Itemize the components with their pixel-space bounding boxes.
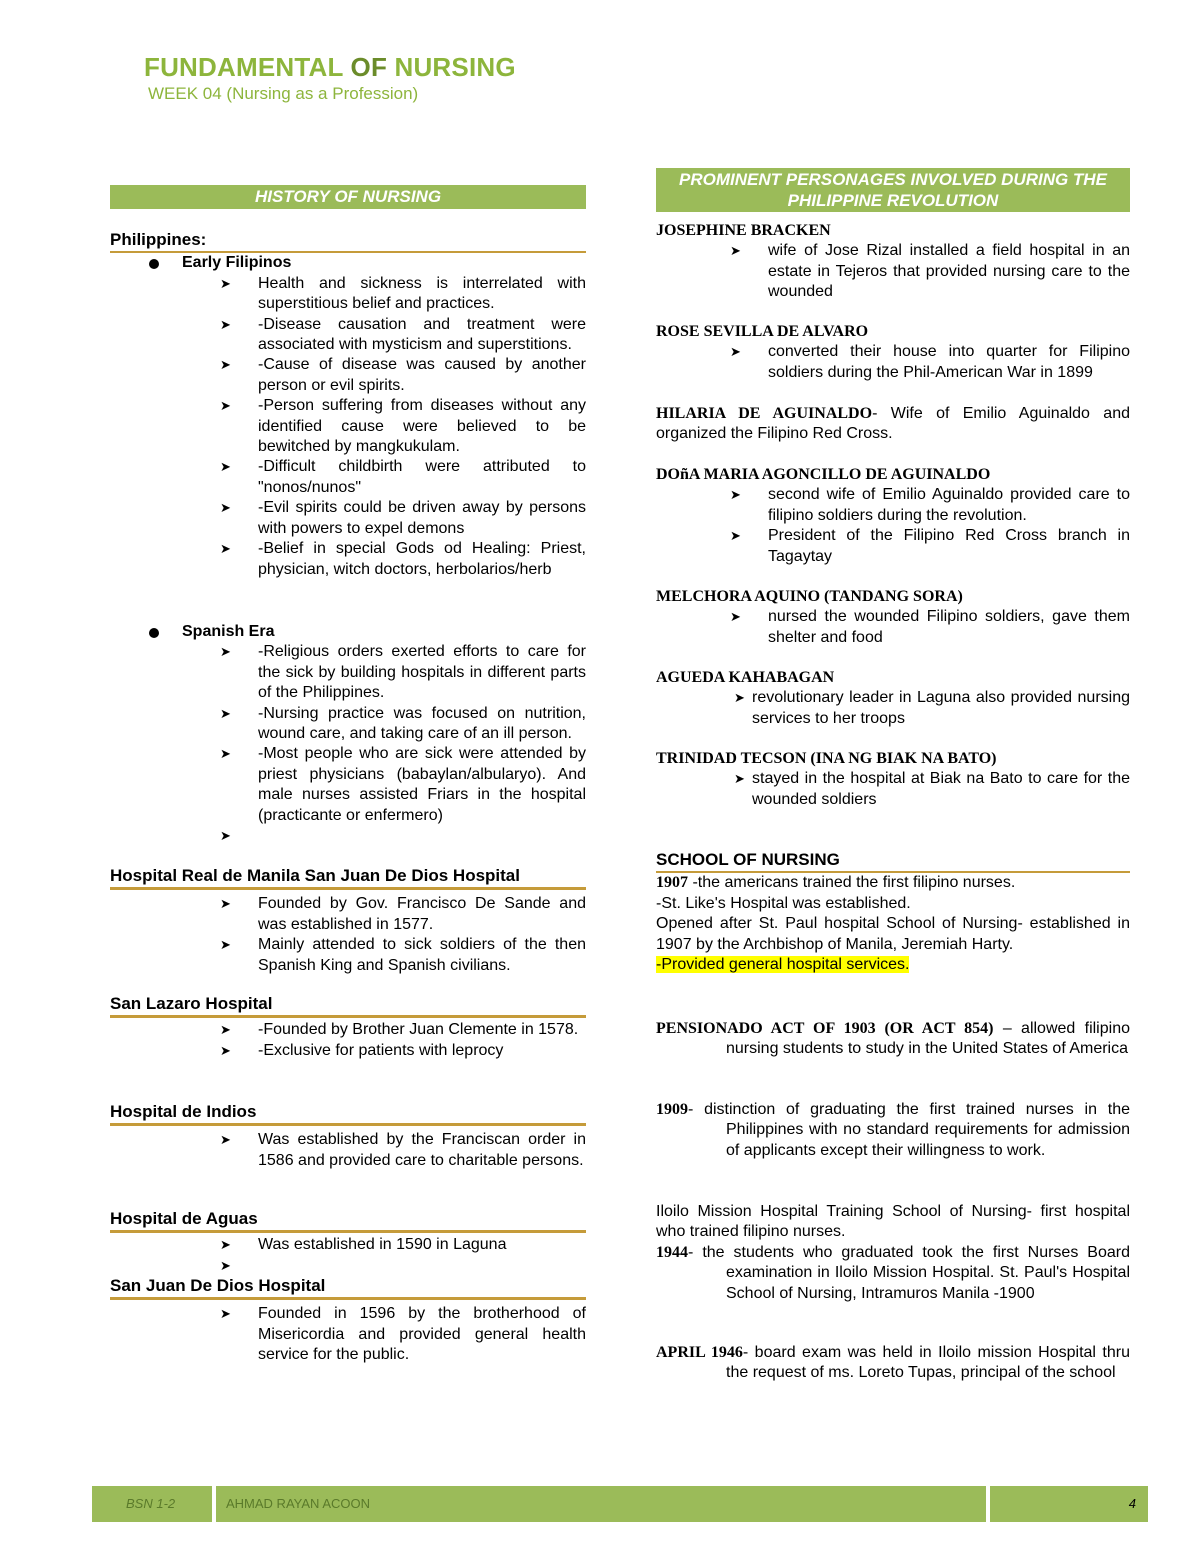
san-lazaro-heading: San Lazaro Hospital xyxy=(110,994,586,1018)
person-description: - Wife of Emilio Aguinaldo and organized the Filipino Red Cross. xyxy=(656,405,1130,443)
arrow-bullet-icon: ➤ xyxy=(220,398,231,414)
event-text: - distinction of graduating the first trained nurses in the Philippines with no standard requirements for admission of applicants except their willingness to work. xyxy=(688,1101,1130,1159)
footer-author-cell xyxy=(216,1486,986,1522)
event-text: -the americans trained the first filipino nurses. xyxy=(688,874,1016,892)
arrow-bullet-icon: ➤ xyxy=(220,357,231,373)
early-filipinos-list xyxy=(110,274,586,580)
pensionado-act xyxy=(656,1019,1130,1060)
list-item xyxy=(110,1130,586,1171)
personages-banner: PROMINENT PERSONAGES INVOLVED DURING THE PHILIPPINE REVOLUTION xyxy=(656,168,1130,212)
list-item xyxy=(110,274,586,315)
spanish-era-item: Spanish Era xyxy=(110,622,586,642)
list-item-text: -Nursing practice was focused on nutrition, wound care, and taking care of an ill person. xyxy=(258,704,586,743)
arrow-bullet-icon: ➤ xyxy=(220,644,231,660)
list-item xyxy=(656,342,1130,383)
list-item xyxy=(656,485,1130,526)
event-year: APRIL 1946 xyxy=(656,1344,743,1361)
event-year: 1909 xyxy=(656,1101,688,1118)
arrow-bullet-icon: ➤ xyxy=(730,609,741,625)
title-part: FUNDAMENTAL xyxy=(144,52,344,82)
person-name: AGUEDA KAHABAGAN xyxy=(656,669,835,686)
list-item xyxy=(110,1235,586,1255)
arrow-bullet-icon: ➤ xyxy=(220,746,231,762)
person-name: MELCHORA AQUINO (TANDANG SORA) xyxy=(656,588,963,605)
list-item xyxy=(110,396,586,457)
event-year: 1907 xyxy=(656,874,688,892)
list-item xyxy=(110,704,586,745)
person-name: ROSE SEVILLA DE ALVARO xyxy=(656,323,869,340)
person-hilaria-de-aguinaldo xyxy=(656,404,1130,445)
title-part: OF xyxy=(343,52,395,82)
philippines-section xyxy=(110,230,586,580)
hospital-real-heading: Hospital Real de Manila San Juan De Dios Hospital xyxy=(110,866,586,890)
san-juan-de-dios-section xyxy=(110,1276,586,1366)
spanish-era-section xyxy=(110,622,586,846)
list-item-text: -Person suffering from diseases without any identified cause were believed to be bewitched by mangkukulam. xyxy=(258,397,586,456)
list-item xyxy=(656,769,1130,810)
early-filipinos-item: Early Filipinos xyxy=(110,253,586,273)
list-item-text: President of the Filipino Red Cross branch in Tagaytay xyxy=(768,527,1130,565)
arrow-bullet-icon: ➤ xyxy=(220,316,231,332)
act-label: PENSIONADO ACT OF 1903 (OR ACT 854) xyxy=(656,1020,994,1037)
list-item-text: -Religious orders exerted efforts to care for the sick by building hospitals in different parts of the Philippines. xyxy=(258,643,586,702)
title-part: NURSING xyxy=(394,52,516,82)
person-melchora-aquino xyxy=(656,587,1130,648)
arrow-bullet-icon: ➤ xyxy=(734,771,745,787)
arrow-bullet-icon: ➤ xyxy=(220,828,231,844)
footer-author: AHMAD RAYAN ACOON xyxy=(226,1496,370,1511)
philippines-heading: Philippines: xyxy=(110,230,586,253)
list-item-text: wife of Jose Rizal installed a field hospital in an estate in Tejeros that provided nursing care to the wounded xyxy=(768,242,1130,301)
list-item xyxy=(110,826,586,846)
act-text: – allowed filipino nursing students to study in the United States of America xyxy=(726,1020,1130,1058)
list-item xyxy=(656,688,1130,729)
list-item-text: -Founded by Brother Juan Clemente in 1578. xyxy=(258,1021,579,1039)
arrow-bullet-icon: ➤ xyxy=(220,275,231,291)
person-name: DOñA MARIA AGONCILLO DE AGUINALDO xyxy=(656,466,991,483)
arrow-bullet-icon: ➤ xyxy=(730,344,741,360)
list-item xyxy=(110,1256,586,1276)
person-name: HILARIA DE AGUINALDO xyxy=(656,405,873,422)
person-josephine-bracken xyxy=(656,221,1130,303)
document-subtitle: WEEK 04 (Nursing as a Profession) xyxy=(148,84,419,103)
page-number: 4 xyxy=(1128,1496,1136,1511)
list-item-text: Was established by the Franciscan order in 1586 and provided care to charitable persons. xyxy=(258,1131,586,1169)
san-lazaro-list xyxy=(110,1020,586,1061)
spanish-era-list xyxy=(110,642,586,846)
event-april-1946 xyxy=(656,1343,1130,1384)
arrow-bullet-icon: ➤ xyxy=(220,1132,231,1148)
arrow-bullet-icon: ➤ xyxy=(730,243,741,259)
list-item-text: nursed the wounded Filipino soldiers, gave them shelter and food xyxy=(768,608,1130,646)
list-item xyxy=(656,526,1130,567)
list-item xyxy=(110,1041,586,1061)
person-name: TRINIDAD TECSON (INA NG BIAK NA BATO) xyxy=(656,750,997,767)
arrow-bullet-icon: ➤ xyxy=(220,705,231,721)
arrow-bullet-icon: ➤ xyxy=(730,528,741,544)
arrow-bullet-icon: ➤ xyxy=(220,1022,231,1038)
list-item-text: -Evil spirits could be driven away by persons with powers to expel demons xyxy=(258,499,586,537)
list-item-text: -Cause of disease was caused by another person or evil spirits. xyxy=(258,356,586,394)
arrow-bullet-icon: ➤ xyxy=(220,500,231,516)
history-banner: HISTORY OF NURSING xyxy=(110,185,586,209)
hospital-real-list xyxy=(110,894,586,976)
list-item-text: -Difficult childbirth were attributed to "nonos/nunos" xyxy=(258,458,586,496)
san-juan-de-dios-heading: San Juan De Dios Hospital xyxy=(110,1276,586,1300)
hospital-de-aguas-heading: Hospital de Aguas xyxy=(110,1209,586,1233)
opened-text: Opened after St. Paul hospital School of Nursing- established in 1907 by the Archbishop of Manila, Jeremiah Harty. xyxy=(656,915,1130,953)
list-item xyxy=(110,894,586,935)
list-item-text: -Most people who are sick were attended by priest physicians (babaylan/albularyo). And male nurses assisted Friars in the hospital (practicante or enfermero) xyxy=(258,745,586,824)
arrow-bullet-icon: ➤ xyxy=(220,896,231,912)
arrow-bullet-icon: ➤ xyxy=(220,459,231,475)
list-item-text: revolutionary leader in Laguna also provided nursing services to her troops xyxy=(752,689,1130,727)
arrow-bullet-icon: ➤ xyxy=(220,937,231,953)
list-item-text: stayed in the hospital at Biak na Bato to care for the wounded soldiers xyxy=(752,770,1130,808)
person-maria-agoncillo xyxy=(656,465,1130,567)
list-item-text: -Disease causation and treatment were associated with mysticism and superstitions. xyxy=(258,315,586,354)
list-item xyxy=(110,498,586,539)
list-item xyxy=(110,457,586,498)
list-item xyxy=(110,744,586,826)
list-item-text: -Exclusive for patients with leprocy xyxy=(258,1041,504,1059)
list-item-text: Founded in 1596 by the brotherhood of Misericordia and provided general health service for the public. xyxy=(258,1305,586,1364)
list-item-text: -Belief in special Gods od Healing: Priest, physician, witch doctors, herbolarios/herb xyxy=(258,540,586,578)
hospital-de-indios-section xyxy=(110,1102,586,1171)
iloilo-text: Iloilo Mission Hospital Training School of Nursing- first hospital who trained filipino nurses. xyxy=(656,1203,1130,1241)
arrow-bullet-icon: ➤ xyxy=(220,1306,231,1322)
person-name: JOSEPHINE BRACKEN xyxy=(656,222,831,239)
hospital-de-indios-list xyxy=(110,1130,586,1171)
event-year: 1944 xyxy=(656,1244,688,1261)
school-of-nursing-section xyxy=(656,850,1130,975)
document-title xyxy=(144,52,516,83)
st-like-text: -St. Like's Hospital was established. xyxy=(656,894,911,912)
event-text: - board exam was held in Iloilo mission Hospital thru the request of ms. Loreto Tupas, principal of the school xyxy=(726,1344,1130,1382)
event-text: - the students who graduated took the first Nurses Board examination in Iloilo Mission Hospital. St. Paul's Hospital School of Nursing, Intramuros Manila -1900 xyxy=(688,1244,1130,1302)
list-item xyxy=(110,315,586,356)
arrow-bullet-icon: ➤ xyxy=(220,1042,231,1058)
arrow-bullet-icon: ➤ xyxy=(220,541,231,557)
san-lazaro-section xyxy=(110,994,586,1061)
event-1907 xyxy=(656,873,1130,893)
event-1909 xyxy=(656,1100,1130,1161)
arrow-bullet-icon: ➤ xyxy=(220,1237,231,1253)
list-item-text: converted their house into quarter for Filipino soldiers during the Phil-American War in 1899 xyxy=(768,343,1130,381)
hospital-de-indios-heading: Hospital de Indios xyxy=(110,1102,586,1126)
footer-section: BSN 1-2 xyxy=(126,1496,176,1511)
provided-text xyxy=(656,955,1130,975)
highlighted-text: -Provided general hospital services. xyxy=(656,956,910,974)
person-trinidad-tecson xyxy=(656,749,1130,810)
person-agueda-kahabagan xyxy=(656,668,1130,729)
list-item xyxy=(656,607,1130,648)
school-of-nursing-heading: SCHOOL OF NURSING xyxy=(656,850,1130,873)
arrow-bullet-icon: ➤ xyxy=(220,1257,231,1273)
san-juan-de-dios-list xyxy=(110,1304,586,1365)
list-item xyxy=(110,1020,586,1040)
arrow-bullet-icon: ➤ xyxy=(734,690,745,706)
list-item-text: Mainly attended to sick soldiers of the then Spanish King and Spanish civilians. xyxy=(258,936,586,974)
list-item-text: Was established in 1590 in Laguna xyxy=(258,1236,507,1254)
footer-page-cell xyxy=(990,1486,1148,1522)
list-item-text: second wife of Emilio Aguinaldo provided care to filipino soldiers during the revolution. xyxy=(768,486,1130,524)
list-item xyxy=(656,241,1130,302)
event-1944 xyxy=(656,1243,1130,1304)
person-rose-sevilla xyxy=(656,322,1130,383)
hospital-de-aguas-section xyxy=(110,1209,586,1276)
list-item xyxy=(110,539,586,580)
hospital-de-aguas-list xyxy=(110,1235,586,1275)
list-item-text: Health and sickness is interrelated with superstitious belief and practices. xyxy=(258,274,586,313)
list-item xyxy=(110,355,586,396)
list-item xyxy=(110,935,586,976)
list-item xyxy=(110,642,586,703)
footer-section-cell xyxy=(92,1486,212,1522)
list-item xyxy=(110,1304,586,1365)
hospital-real-section xyxy=(110,866,586,976)
arrow-bullet-icon: ➤ xyxy=(730,487,741,503)
list-item-text: Founded by Gov. Francisco De Sande and was established in 1577. xyxy=(258,895,586,933)
